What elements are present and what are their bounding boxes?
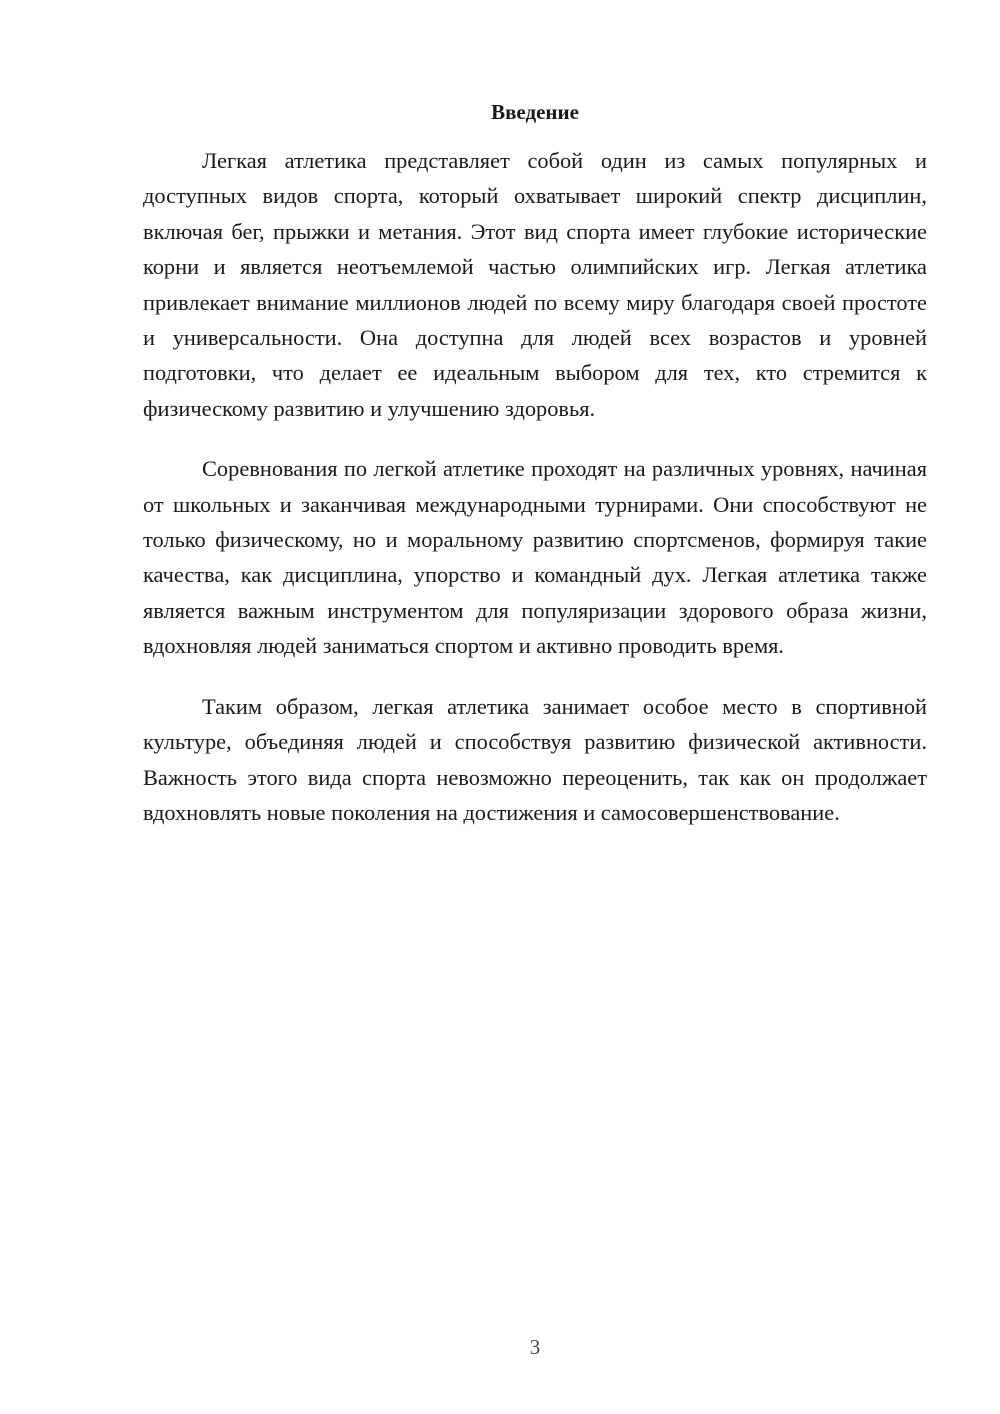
document-body <box>143 143 927 855</box>
section-heading: Введение <box>491 100 579 124</box>
paragraph: Соревнования по легкой атлетике проходят на различных уровнях, начиная от школьных и заканчивая международными турнирами. Они способствуют не только физическому, но и моральному развитию спортсменов, формируя такие качества, как дисциплина, упорство и командный дух. Легкая атлетика также является важным инструментом для популяризации здорового образа жизни, вдохновляя людей заниматься спортом и активно проводить время. <box>143 456 927 659</box>
paragraph: Таким образом, легкая атлетика занимает особое место в спортивной культуре, объединяя людей и способствуя развитию физической активности. Важность этого вида спорта невозможно переоценить, так как он продолжает вдохновлять новые поколения на достижения и самосовершенствование. <box>143 693 927 825</box>
page-number: 3 <box>529 1335 541 1359</box>
paragraph: Легкая атлетика представляет собой один из самых популярных и доступных видов спорта, который охватывает широкий спектр дисциплин, включая бег, прыжки и метания. Этот вид спорта имеет глубокие исторические корни и является неотъемлемой частью олимпийских игр. Легкая атлетика привлекает внимание миллионов людей по всему миру благодаря своей простоте и универсальности. Она доступна для людей всех возрастов и уровней подготовки, что делает ее идеальным выбором для тех, кто стремится к физическому развитию и улучшению здоровья. <box>143 148 927 421</box>
